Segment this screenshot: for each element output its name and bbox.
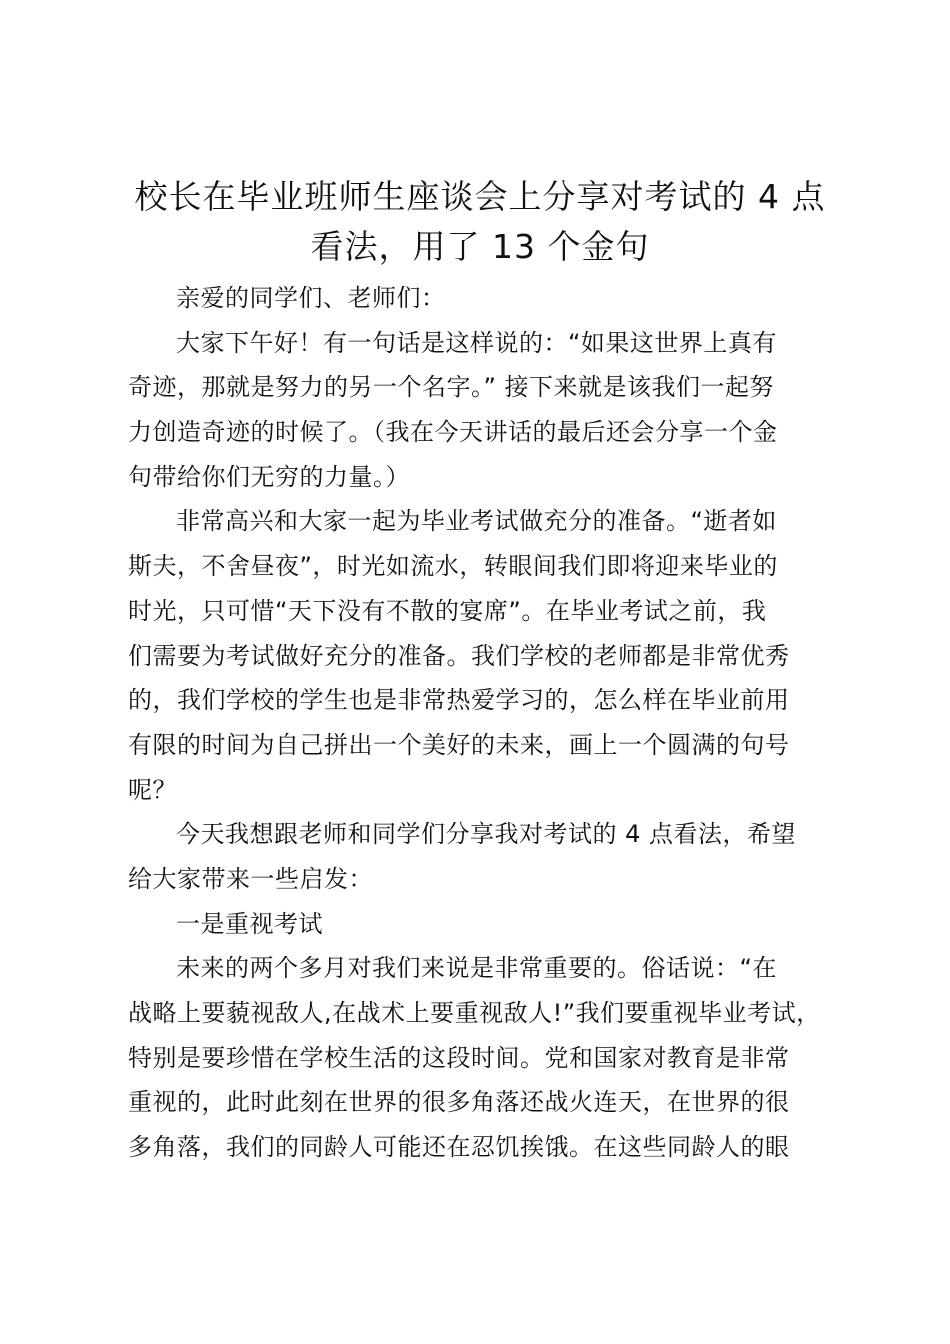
title-line: 校长在毕业班师生座谈会上分享对考试的 4 点 [134, 177, 826, 216]
paragraph-line: 句带给你们无穷的力量。） [128, 462, 410, 491]
paragraph-line: 奇迹，那就是努力的另一个名字。” 接下来就是该我们一起努 [128, 373, 775, 402]
section-heading: 一是重视考试 [176, 909, 323, 938]
paragraph-line: 力创造奇迹的时候了。（我在今天讲话的最后还会分享一个金 [128, 418, 778, 447]
paragraph-line: 时光，只可惜“天下没有不散的宴席”。在毕业考试之前，我 [128, 596, 767, 625]
paragraph-line: 斯夫，不舍昼夜”，时光如流水，转眼间我们即将迎来毕业的 [128, 552, 778, 581]
title-line: 看法，用了 13 个金句 [310, 227, 650, 266]
paragraph-line: 的，我们学校的学生也是非常热爱学习的，怎么样在毕业前用 [128, 686, 790, 715]
paragraph-line: 大家下午好！有一句话是这样说的：“如果这世界上真有 [176, 328, 777, 357]
paragraph-line: 特别是要珍惜在学校生活的这段时间。党和国家对教育是非常 [128, 1043, 790, 1072]
paragraph-line: 多角落，我们的同龄人可能还在忍饥挨饿。在这些同龄人的眼 [128, 1133, 790, 1162]
salutation: 亲爱的同学们、老师们： [176, 284, 446, 312]
document-body [128, 276, 838, 1170]
paragraph-line: 们需要为考试做好充分的准备。我们学校的老师都是非常优秀 [128, 641, 790, 670]
paragraph-line: 有限的时间为自己拼出一个美好的未来，画上一个圆满的句号 [128, 730, 790, 759]
paragraph-line: 给大家带来一些启发： [128, 864, 373, 893]
paragraph-line: 非常高兴和大家一起为毕业考试做充分的准备。“逝者如 [176, 507, 777, 536]
paragraph-line: 今天我想跟老师和同学们分享我对考试的 4 点看法，希望 [176, 820, 797, 849]
document-title [110, 172, 850, 272]
paragraph-line: 未来的两个多月对我们来说是非常重要的。俗话说：“在 [176, 954, 777, 983]
paragraph-line: 战略上要藐视敌人,在战术上要重视敌人!”我们要重视毕业考试， [128, 999, 821, 1027]
paragraph-line: 重视的，此时此刻在世界的很多角落还战火连天，在世界的很 [128, 1088, 790, 1117]
paragraph-line: 呢？ [128, 775, 177, 804]
